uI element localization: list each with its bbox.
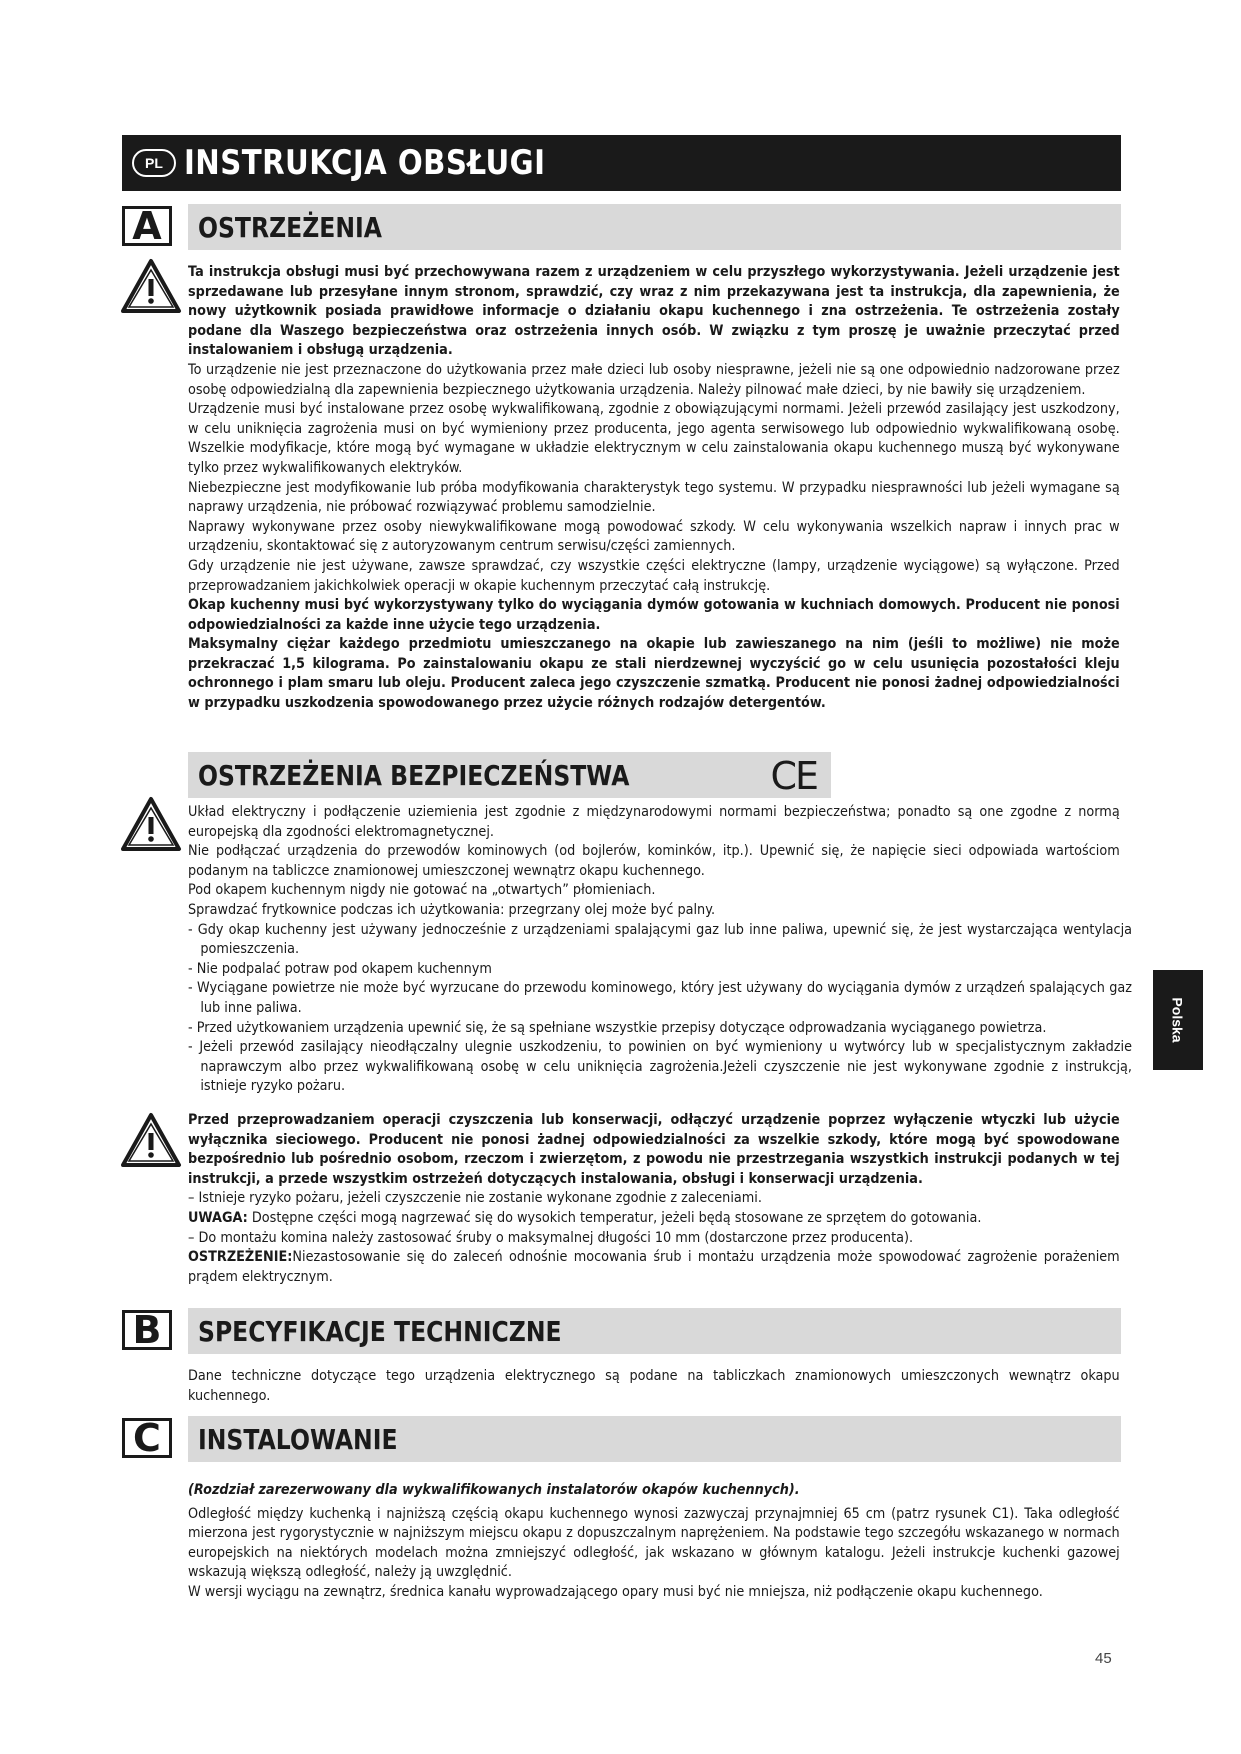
- safety-bullet: - Nie podpalać potraw pod okapem kuchennym: [188, 959, 492, 977]
- ostrzezenie-paragraph: [188, 1247, 1120, 1286]
- warnings-paragraph: Gdy urządzenie nie jest używane, zawsze sprawdzać, czy wszystkie części elektryczne (lampy, urządzenie wyciągowe) są wyłączone. Przed przeprowadzaniem jakichkolwiek operacji w okapie kuchennym przeczytać całą instrukcję.: [188, 556, 1120, 594]
- uwaga-text: Dostępne części mogą nagrzewać się do wysokich temperatur, jeżeli będą stosowane ze sprzętem do gotowania.: [247, 1208, 982, 1226]
- safety-bullet: - Wyciągane powietrze nie może być wyrzucane do przewodu kominowego, który jest używany do wyciągania dymów z urządzeń spalających gaz lub inne paliwa.: [188, 979, 1133, 1016]
- safety-bullet: - Jeżeli przewód zasilający nieodłączalny ulegnie uszkodzeniu, to powinien on być wymieniony u wytwórcy lub w specjalistycznym zakładzie naprawczym albo przez wykwalifikowaną osobę w celu uniknięcia zagrożenia.Jeżeli czyszczenie nie jest wykonywane zgodnie z instrukcją, istnieje ryzyko pożaru.: [188, 1038, 1133, 1095]
- safety-paragraph: Nie podłączać urządzenia do przewodów kominowych (od bojlerów, kominków, itp.). Upewnić się, że napięcie sieci odpowiada wartościom podanym na tabliczce znamionowej umieszczonej wewnątrz okapu kuchennego.: [188, 842, 1120, 879]
- warnings-paragraph: Naprawy wykonywane przez osoby niewykwalifikowane mogą powodować szkody. W celu wykonywania wszelkich napraw i innych prac w urządzeniu, skontaktować się z autoryzowanym centrum serwisu/części zamiennych.: [188, 517, 1120, 555]
- safety-section-title: OSTRZEŻENIA BEZPIECZEŃSTWA: [198, 758, 630, 792]
- ce-mark: CE: [770, 754, 817, 798]
- safety-bullet: - Gdy okap kuchenny jest używany jednocześnie z urządzeniami spalającymi gaz lub inne paliwa, upewnić się, że jest wystarczająca wentylacja pomieszczenia.: [188, 920, 1133, 958]
- warnings-text: [188, 262, 1120, 713]
- section-a-title: OSTRZEŻENIA: [198, 210, 382, 244]
- ostrzezenie-label: OSTRZEŻENIE:: [188, 1248, 293, 1266]
- language-badge: PL: [132, 149, 176, 177]
- warning-triangle-icon: [120, 258, 182, 314]
- page-number: 45: [1095, 1650, 1112, 1667]
- safety-paragraph: Sprawdzać frytkownice podczas ich użytkowania: przegrzany olej może być palny.: [188, 900, 716, 918]
- uwaga-paragraph: [188, 1208, 1120, 1228]
- safety-section-bar: [188, 752, 831, 798]
- section-b-letter: B: [122, 1310, 172, 1350]
- safety-paragraph: Układ elektryczny i podłączenie uziemienia jest zgodnie z międzynarodowymi normami bezpieczeństwa; ponadto są one zgodne z normą europejską dla zgodności elektromagnetycznej.: [188, 803, 1120, 840]
- language-side-tab-label: Polska: [1169, 997, 1186, 1043]
- section-c-title: INSTALOWANIE: [198, 1422, 398, 1456]
- page-title: INSTRUKCJA OBSŁUGI: [184, 143, 546, 183]
- warnings-paragraph: Ta instrukcja obsługi musi być przechowywana razem z urządzeniem w celu przyszłego wykorzystywania. Jeżeli urządzenie jest sprzedawane lub przesyłane innym stronom, sprawdzić, czy wraz z nim przekazywana jest ta instrukcja, dla zapewnienia, że nowy użytkownik posiada prawidłowe informacje o działaniu okapu kuchennego i zna ostrzeżenia. Te ostrzeżenia zostały podane dla Waszego bezpieczeństwa oraz ostrzeżenia innych osób. W związku z tym proszę je uważnie przeczytać przed instalowaniem i obsługą urządzenia.: [188, 263, 1120, 359]
- specs-paragraph: Dane techniczne dotyczące tego urządzenia elektrycznego są podane na tabliczkach znamionowych umieszczonych wewnątrz okapu kuchennego.: [188, 1367, 1120, 1404]
- install-text: [188, 1480, 1120, 1602]
- section-c-bar: [188, 1416, 1121, 1462]
- warning-triangle-icon: [120, 796, 182, 852]
- specs-text: [188, 1366, 1120, 1405]
- maintenance-text: [188, 1110, 1120, 1286]
- language-side-tab: [1153, 970, 1203, 1070]
- warning-triangle-icon: [120, 1112, 182, 1168]
- uwaga-label: UWAGA:: [188, 1208, 248, 1226]
- safety-paragraph: Pod okapem kuchennym nigdy nie gotować na „otwartych” płomieniach.: [188, 881, 656, 899]
- install-paragraph: Odległość między kuchenką i najniższą częścią okapu kuchennego wynosi zazwyczaj przynajmniej 65 cm (patrz rysunek C1). Taka odległość mierzona jest rygorystycznie w najniższym miejscu okapu z dopuszczalnym naprężeniem. Na podstawie tego szczegółu wskazanego w normach europejskich na niektórych modelach można zmniejszyć odległość, jak wskazano w głównym katalogu. Jeżeli instrukcje kuchenki gazowej wskazują większą odległość, należy ją uwzględnić.: [188, 1504, 1120, 1581]
- warnings-paragraph: Niebezpieczne jest modyfikowanie lub próba modyfikowania charakterystyk tego systemu. W przypadku niesprawności lub jeżeli wymagane są naprawy urządzenia, nie próbować rozwiązywać problemu samodzielnie.: [188, 478, 1120, 516]
- section-b-title: SPECYFIKACJE TECHNICZNE: [198, 1314, 562, 1348]
- section-a-bar: [188, 204, 1121, 250]
- install-paragraph: W wersji wyciągu na zewnątrz, średnica kanału wyprowadzającego opary musi być nie mniejsza, niż podłączenie okapu kuchennego.: [188, 1582, 1043, 1600]
- safety-bullet: - Przed użytkowaniem urządzenia upewnić się, że są spełniane wszystkie przepisy dotyczące odprowadzania wyciąganego powietrza.: [188, 1018, 1047, 1036]
- ostrzezenie-text: Niezastosowanie się do zaleceń odnośnie mocowania śrub i montażu urządzenia może spowodować zagrożenie porażeniem prądem elektrycznym.: [188, 1248, 1120, 1285]
- warnings-paragraph: Maksymalny ciężar każdego przedmiotu umieszczanego na okapie lub zawieszanego na nim (jeśli to możliwe) nie może przekraczać 1,5 kilograma. Po zainstalowaniu okapu ze stali nierdzewnej wyczyścić go w celu usunięcia pozostałości kleju ochronnego i plam smaru lub oleju. Producent zaleca jego czyszczenie szmatką. Producent nie ponosi żadnej odpowiedzialności w przypadku uszkodzenia spowodowanego przez użycie różnych rodzajów detergentów.: [188, 635, 1120, 712]
- warnings-paragraph: Okap kuchenny musi być wykorzystywany tylko do wyciągania dymów gotowania w kuchniach domowych. Producent nie ponosi odpowiedzialności za każde inne użycie tego urządzenia.: [188, 596, 1120, 633]
- maintenance-paragraph: – Istnieje ryzyko pożaru, jeżeli czyszczenie nie zostanie wykonane zgodnie z zaleceniami.: [188, 1189, 762, 1207]
- safety-text: [188, 802, 1133, 1096]
- section-c-letter: C: [122, 1418, 172, 1458]
- maintenance-paragraph: – Do montażu komina należy zastosować śruby o maksymalnej długości 10 mm (dostarczone przez producenta).: [188, 1228, 914, 1246]
- section-a-letter: A: [122, 206, 172, 246]
- install-intro: (Rozdział zarezerwowany dla wykwalifikowanych instalatorów okapów kuchennych).: [188, 1481, 800, 1498]
- warnings-paragraph: To urządzenie nie jest przeznaczone do użytkowania przez małe dzieci lub osoby niesprawne, jeżeli nie są one odpowiednio nadzorowane przez osobę odpowiedzialną dla zapewnienia bezpiecznego użytkowania urządzenia. Należy pilnować małe dzieci, by nie bawiły się urządzeniem.: [188, 360, 1120, 398]
- section-b-bar: [188, 1308, 1121, 1354]
- page-header: [122, 135, 1121, 191]
- maintenance-paragraph: Przed przeprowadzaniem operacji czyszczenia lub konserwacji, odłączyć urządzenie poprzez wyłączenie wtyczki lub użycie wyłącznika sieciowego. Producent nie ponosi żadnej odpowiedzialności za wszelkie szkody, które mogą być spowodowane bezpośrednio lub pośrednio osobom, rzeczom i zwierzętom, z powodu nie przestrzegania wszystkich instrukcji podanych w tej instrukcji, a przede wszystkim ostrzeżeń dotyczących instalowania, obsługi i konserwacji urządzenia.: [188, 1111, 1120, 1187]
- warnings-paragraph: Urządzenie musi być instalowane przez osobę wykwalifikowaną, zgodnie z obowiązującymi normami. Jeżeli przewód zasilający jest uszkodzony, w celu uniknięcia zagrożenia musi on być wymieniony przez producenta, jego agenta serwisowego lub odpowiednio wykwalifikowaną osobę. Wszelkie modyfikacje, które mogą być wymagane w układzie elektrycznym w celu zainstalowania okapu kuchennego muszą być wykonywane tylko przez wykwalifikowanych elektryków.: [188, 400, 1120, 476]
